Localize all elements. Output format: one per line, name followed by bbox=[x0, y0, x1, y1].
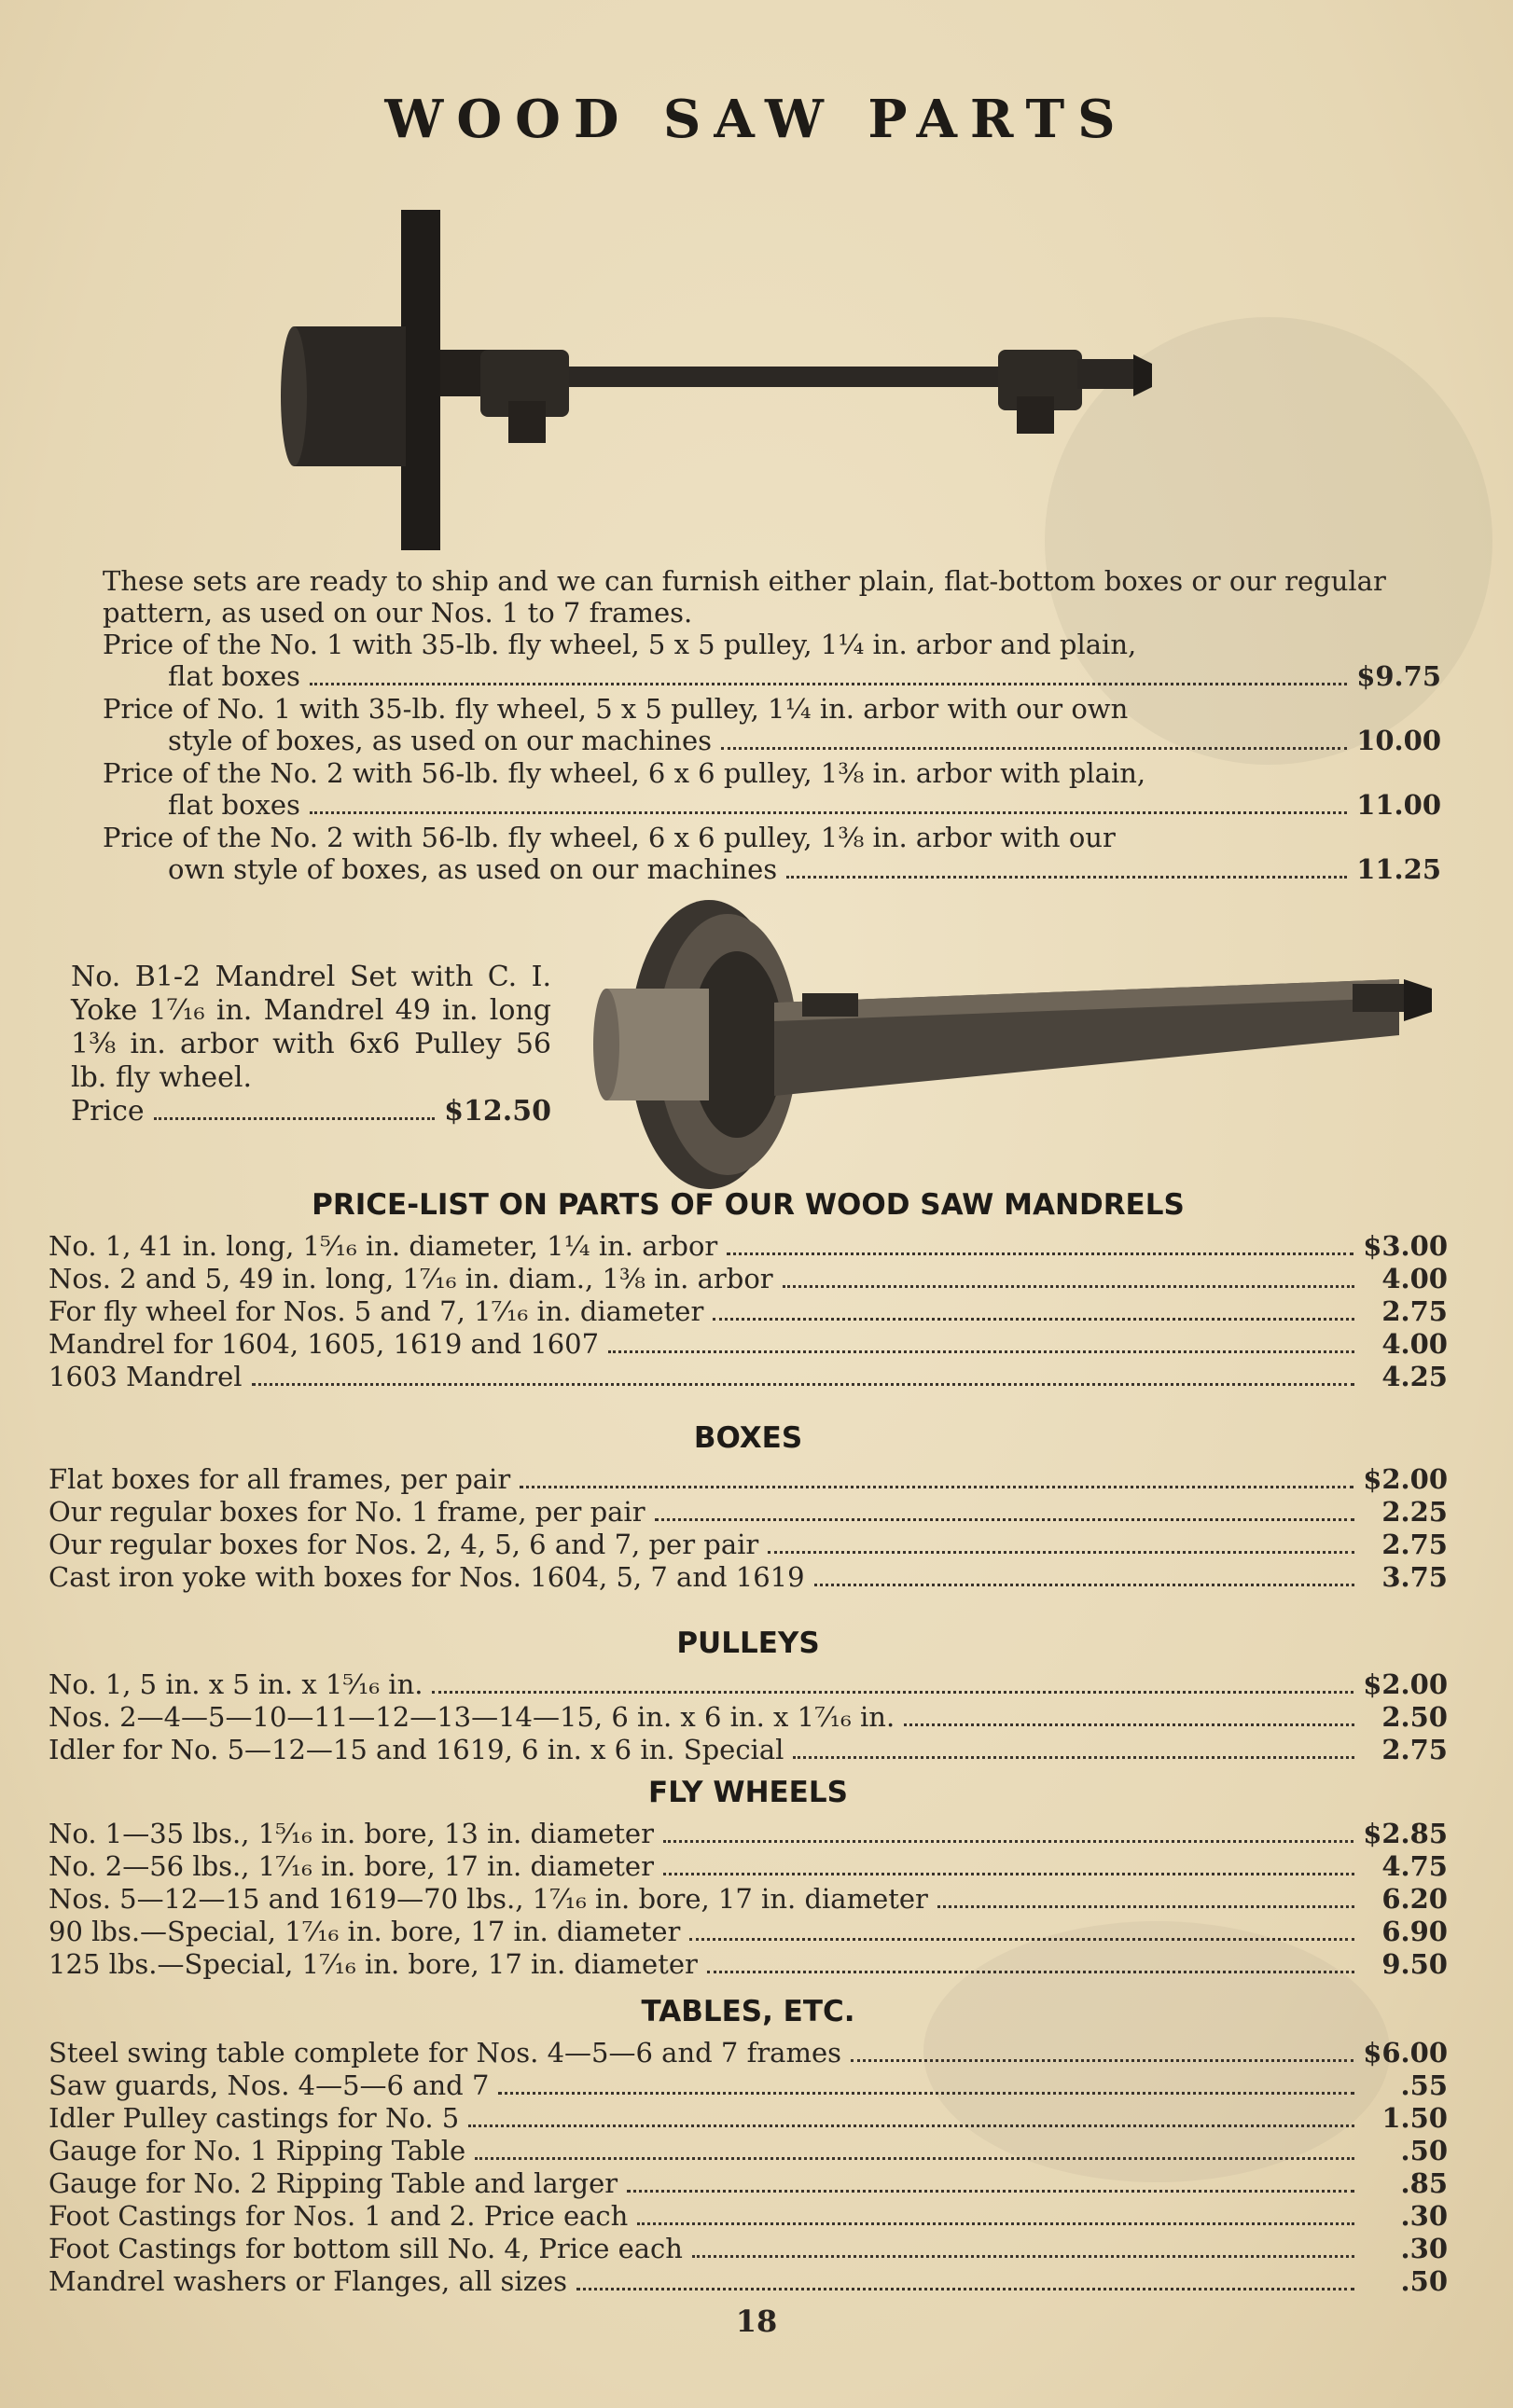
price-row bbox=[49, 1463, 1448, 1496]
intro-item-label-1: Price of the No. 1 with 35-lb. fly wheel, 5 x 5 pulley, 1¼ in. arbor and plain, bbox=[103, 629, 1137, 660]
leader-dots bbox=[692, 2255, 1354, 2258]
item-label: 1603 Mandrel bbox=[49, 1361, 243, 1392]
item-price: 6.90 bbox=[1381, 1916, 1448, 1947]
leader-dots bbox=[937, 1905, 1354, 1908]
item-label: Gauge for No. 2 Ripping Table and larger bbox=[49, 2167, 618, 2199]
price-row bbox=[49, 2102, 1448, 2135]
item-price: 3.75 bbox=[1381, 1561, 1448, 1593]
leader-dots bbox=[663, 1840, 1353, 1843]
price-row bbox=[49, 1883, 1448, 1916]
intro-item-label-2: flat boxes bbox=[168, 789, 300, 821]
leader-dots bbox=[814, 1584, 1354, 1586]
page-title: WOOD SAW PARTS bbox=[384, 89, 1129, 150]
item-price: $6.00 bbox=[1363, 2037, 1448, 2069]
leader-dots bbox=[793, 1756, 1354, 1759]
intro-item bbox=[103, 822, 1441, 886]
intro-item-label-1: Price of No. 1 with 35-lb. fly wheel, 5 x 5 pulley, 1¼ in. arbor with our own bbox=[103, 693, 1129, 725]
leader-dots bbox=[310, 811, 1347, 814]
leader-dots bbox=[432, 1691, 1353, 1694]
price-row bbox=[49, 2233, 1448, 2265]
intro-text: These sets are ready to ship and we can furnish either plain, flat-bottom boxes or our regular pattern, as used on our Nos. 1 to 7 frames. bbox=[103, 565, 1386, 629]
mandrel-set-price-label: Price bbox=[71, 1095, 145, 1128]
section-boxes bbox=[49, 1422, 1448, 1594]
mandrel-yoke-illustration bbox=[588, 895, 1446, 1194]
leader-dots bbox=[727, 1252, 1353, 1255]
leader-dots bbox=[310, 683, 1347, 685]
leader-dots bbox=[627, 2190, 1354, 2193]
mandrel-set-illustration bbox=[280, 210, 1157, 564]
section-heading: PRICE-LIST ON PARTS OF OUR WOOD SAW MANDRELS bbox=[312, 1188, 1185, 1222]
leader-dots bbox=[783, 1285, 1354, 1288]
intro-item-price: 11.25 bbox=[1356, 853, 1441, 885]
price-row bbox=[49, 1328, 1448, 1361]
mandrel-set-price: $12.50 bbox=[444, 1095, 551, 1128]
price-row bbox=[49, 1230, 1448, 1263]
intro-item-label-2: style of boxes, as used on our machines bbox=[168, 725, 713, 756]
section-tables bbox=[49, 1996, 1448, 2298]
price-row bbox=[49, 1948, 1448, 1981]
intro-item-price: 11.00 bbox=[1356, 789, 1441, 821]
leader-dots bbox=[768, 1551, 1354, 1554]
item-price: 2.50 bbox=[1381, 1701, 1448, 1733]
item-price: 4.75 bbox=[1381, 1850, 1448, 1882]
price-row bbox=[49, 2265, 1448, 2298]
item-label: Gauge for No. 1 Ripping Table bbox=[49, 2135, 466, 2166]
item-label: Our regular boxes for Nos. 2, 4, 5, 6 and 7, per pair bbox=[49, 1529, 759, 1560]
price-row bbox=[49, 1668, 1448, 1701]
intro-item-price: 10.00 bbox=[1356, 725, 1441, 756]
leader-dots bbox=[637, 2222, 1354, 2225]
item-price: 4.25 bbox=[1381, 1361, 1448, 1392]
leader-dots bbox=[663, 1873, 1354, 1875]
price-row bbox=[49, 2167, 1448, 2200]
item-price: .55 bbox=[1400, 2069, 1448, 2101]
item-price: 4.00 bbox=[1381, 1263, 1448, 1294]
item-label: Flat boxes for all frames, per pair bbox=[49, 1463, 511, 1495]
item-price: 2.75 bbox=[1381, 1295, 1448, 1327]
leader-dots bbox=[655, 1518, 1354, 1521]
leader-dots bbox=[721, 747, 1347, 750]
item-label: Mandrel for 1604, 1605, 1619 and 1607 bbox=[49, 1328, 600, 1360]
item-label: No. 1, 41 in. long, 1⁵⁄₁₆ in. diameter, 1¼ in. arbor bbox=[49, 1230, 718, 1262]
item-price: .50 bbox=[1400, 2265, 1448, 2297]
leader-dots bbox=[252, 1383, 1354, 1386]
section-heading: BOXES bbox=[693, 1421, 803, 1455]
item-label: Our regular boxes for No. 1 frame, per pair bbox=[49, 1496, 645, 1528]
price-row bbox=[49, 1263, 1448, 1295]
price-row bbox=[49, 2037, 1448, 2069]
leader-dots bbox=[468, 2124, 1354, 2127]
intro-item-label-1: Price of the No. 2 with 56-lb. fly wheel, 6 x 6 pulley, 1⅜ in. arbor with plain, bbox=[103, 757, 1146, 789]
price-row bbox=[49, 2135, 1448, 2167]
price-row bbox=[49, 1701, 1448, 1734]
item-price: 1.50 bbox=[1381, 2102, 1448, 2134]
item-price: .85 bbox=[1400, 2167, 1448, 2199]
leader-dots bbox=[707, 1971, 1354, 1973]
price-row bbox=[49, 2069, 1448, 2102]
intro-item-label-2: own style of boxes, as used on our machines bbox=[168, 853, 778, 885]
leader-dots bbox=[851, 2059, 1353, 2062]
item-label: Idler Pulley castings for No. 5 bbox=[49, 2102, 460, 2134]
intro-item-label-1: Price of the No. 2 with 56-lb. fly wheel, 6 x 6 pulley, 1⅜ in. arbor with our bbox=[103, 822, 1116, 853]
section-heading: FLY WHEELS bbox=[648, 1776, 848, 1809]
page-number: 18 bbox=[735, 2304, 778, 2339]
item-label: 125 lbs.—Special, 1⁷⁄₁₆ in. bore, 17 in. diameter bbox=[49, 1948, 698, 1980]
item-label: No. 1, 5 in. x 5 in. x 1⁵⁄₁₆ in. bbox=[49, 1668, 423, 1700]
item-price: $2.00 bbox=[1363, 1668, 1448, 1700]
item-price: 2.75 bbox=[1381, 1529, 1448, 1560]
leader-dots bbox=[689, 1938, 1354, 1941]
item-price: $2.85 bbox=[1363, 1818, 1448, 1849]
item-price: 2.75 bbox=[1381, 1734, 1448, 1765]
leader-dots bbox=[904, 1723, 1354, 1726]
price-row bbox=[49, 1850, 1448, 1883]
leader-dots bbox=[608, 1350, 1354, 1353]
intro-item-label-2: flat boxes bbox=[168, 660, 300, 692]
leader-dots bbox=[475, 2157, 1354, 2160]
section-heading: PULLEYS bbox=[676, 1626, 820, 1660]
intro-item bbox=[103, 629, 1441, 693]
item-price: .30 bbox=[1400, 2233, 1448, 2264]
item-label: For fly wheel for Nos. 5 and 7, 1⁷⁄₁₆ in. diameter bbox=[49, 1295, 704, 1327]
leader-dots bbox=[713, 1318, 1354, 1321]
leader-dots bbox=[786, 876, 1347, 879]
item-price: 6.20 bbox=[1381, 1883, 1448, 1915]
item-label: No. 1—35 lbs., 1⁵⁄₁₆ in. bore, 13 in. diameter bbox=[49, 1818, 654, 1849]
section-heading: TABLES, ETC. bbox=[641, 1995, 855, 2028]
item-label: Saw guards, Nos. 4—5—6 and 7 bbox=[49, 2069, 490, 2101]
item-price: 4.00 bbox=[1381, 1328, 1448, 1360]
item-label: Cast iron yoke with boxes for Nos. 1604, 5, 7 and 1619 bbox=[49, 1561, 805, 1593]
intro-item-price: $9.75 bbox=[1356, 660, 1441, 692]
item-label: Nos. 2—4—5—10—11—12—13—14—15, 6 in. x 6 in. x 1⁷⁄₁₆ in. bbox=[49, 1701, 895, 1733]
item-price: $3.00 bbox=[1363, 1230, 1448, 1262]
item-label: Nos. 2 and 5, 49 in. long, 1⁷⁄₁₆ in. diam., 1⅜ in. arbor bbox=[49, 1263, 773, 1294]
price-row bbox=[49, 1561, 1448, 1594]
price-row bbox=[49, 1734, 1448, 1766]
mandrel-set-offer bbox=[71, 961, 551, 1128]
price-row bbox=[49, 1529, 1448, 1561]
price-row bbox=[49, 1361, 1448, 1393]
item-price: $2.00 bbox=[1363, 1463, 1448, 1495]
item-price: 2.25 bbox=[1381, 1496, 1448, 1528]
item-label: 90 lbs.—Special, 1⁷⁄₁₆ in. bore, 17 in. diameter bbox=[49, 1916, 681, 1947]
item-price: 9.50 bbox=[1381, 1948, 1448, 1980]
section-pulleys bbox=[49, 1627, 1448, 1766]
intro-price-list bbox=[103, 565, 1441, 886]
price-row bbox=[49, 2200, 1448, 2233]
leader-dots bbox=[498, 2092, 1354, 2095]
leader-dots bbox=[154, 1117, 435, 1120]
section-mandrels bbox=[49, 1189, 1448, 1393]
price-row bbox=[49, 1295, 1448, 1328]
intro-item bbox=[103, 693, 1441, 757]
leader-dots bbox=[520, 1486, 1353, 1488]
item-price: .50 bbox=[1400, 2135, 1448, 2166]
section-fly-wheels bbox=[49, 1777, 1448, 1981]
price-row bbox=[49, 1496, 1448, 1529]
item-label: Nos. 5—12—15 and 1619—70 lbs., 1⁷⁄₁₆ in. bore, 17 in. diameter bbox=[49, 1883, 928, 1915]
leader-dots bbox=[576, 2288, 1354, 2290]
item-label: Foot Castings for bottom sill No. 4, Price each bbox=[49, 2233, 683, 2264]
item-label: Idler for No. 5—12—15 and 1619, 6 in. x 6 in. Special bbox=[49, 1734, 784, 1765]
intro-item bbox=[103, 757, 1441, 822]
item-label: Foot Castings for Nos. 1 and 2. Price each bbox=[49, 2200, 629, 2232]
price-row bbox=[49, 1818, 1448, 1850]
item-price: .30 bbox=[1400, 2200, 1448, 2232]
price-row bbox=[49, 1916, 1448, 1948]
item-label: No. 2—56 lbs., 1⁷⁄₁₆ in. bore, 17 in. diameter bbox=[49, 1850, 654, 1882]
mandrel-set-text: No. B1-2 Mandrel Set with C. I. Yoke 1⁷⁄₁₆ in. Mandrel 49 in. long 1⅜ in. arbor with 6x6 Pulley 56 lb. fly wheel. bbox=[71, 961, 551, 1094]
item-label: Steel swing table complete for Nos. 4—5—6 and 7 frames bbox=[49, 2037, 842, 2069]
item-label: Mandrel washers or Flanges, all sizes bbox=[49, 2265, 568, 2297]
